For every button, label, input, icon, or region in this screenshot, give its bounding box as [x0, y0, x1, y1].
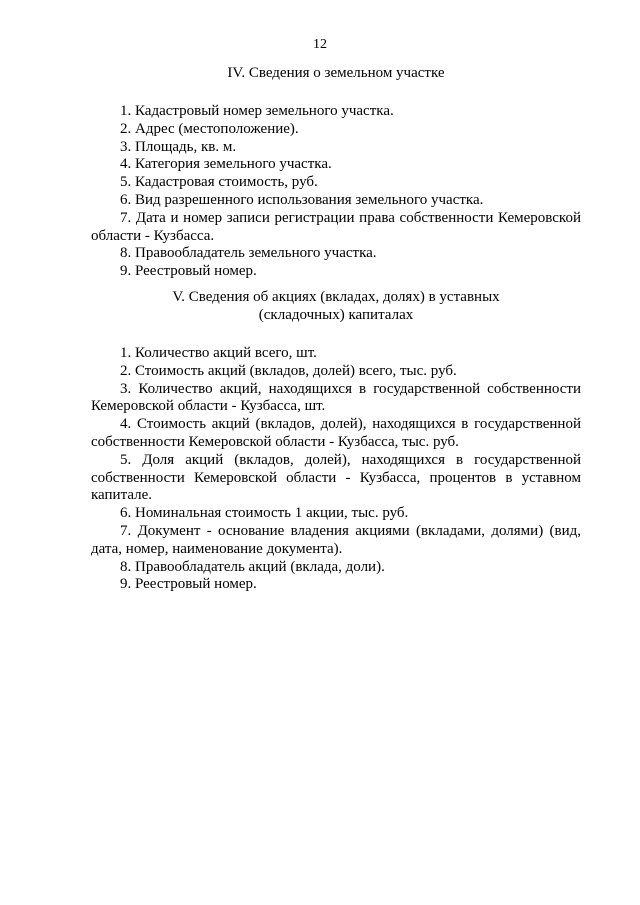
list-item: 5. Кадастровая стоимость, руб.: [120, 174, 318, 191]
item-list: [91, 103, 581, 281]
list-item: 9. Реестровый номер.: [120, 576, 257, 593]
section-shares: [91, 289, 581, 594]
section-title-line1: V. Сведения об акциях (вкладах, долях) в уставных: [172, 289, 500, 305]
list-item: 2. Адрес (местоположение).: [120, 120, 299, 137]
list-item: 8. Правообладатель акций (вклада, доли).: [120, 558, 385, 575]
list-item: 4. Стоимость акций (вкладов, долей), находящихся в государственной собственности Кемеровской области - Кузбасса, тыс. руб.: [91, 416, 581, 450]
list-item: 2. Стоимость акций (вкладов, долей) всего, тыс. руб.: [120, 362, 457, 379]
list-item: 5. Доля акций (вкладов, долей), находящихся в государственной собственности Кемеровской области - Кузбасса, процентов в уставном капитале.: [91, 451, 581, 504]
section-title-line2: (складочных) капиталах: [258, 306, 414, 323]
list-item: 4. Категория земельного участка.: [120, 156, 332, 173]
item-list: [91, 345, 581, 594]
list-item: 9. Реестровый номер.: [120, 263, 257, 280]
list-item: 1. Кадастровый номер земельного участка.: [120, 103, 394, 119]
section-title: IV. Сведения о земельном участке: [227, 65, 445, 81]
section-land-plot: [91, 65, 581, 281]
list-item: 1. Количество акций всего, шт.: [120, 345, 317, 361]
section-title: [91, 289, 581, 324]
list-item: 3. Площадь, кв. м.: [120, 138, 237, 155]
list-item: 6. Номинальная стоимость 1 акции, тыс. руб.: [120, 505, 409, 522]
list-item: 6. Вид разрешенного использования земельного участка.: [120, 191, 484, 208]
page-number: 12: [313, 37, 327, 52]
list-item: 7. Дата и номер записи регистрации права собственности Кемеровской области - Кузбасса.: [91, 209, 581, 244]
list-item: 7. Документ - основание владения акциями (вкладами, долями) (вид, дата, номер, наименование документа).: [91, 522, 581, 557]
list-item: 8. Правообладатель земельного участка.: [120, 245, 377, 262]
list-item: 3. Количество акций, находящихся в государственной собственности Кемеровской области - Кузбасса, шт.: [91, 380, 581, 415]
